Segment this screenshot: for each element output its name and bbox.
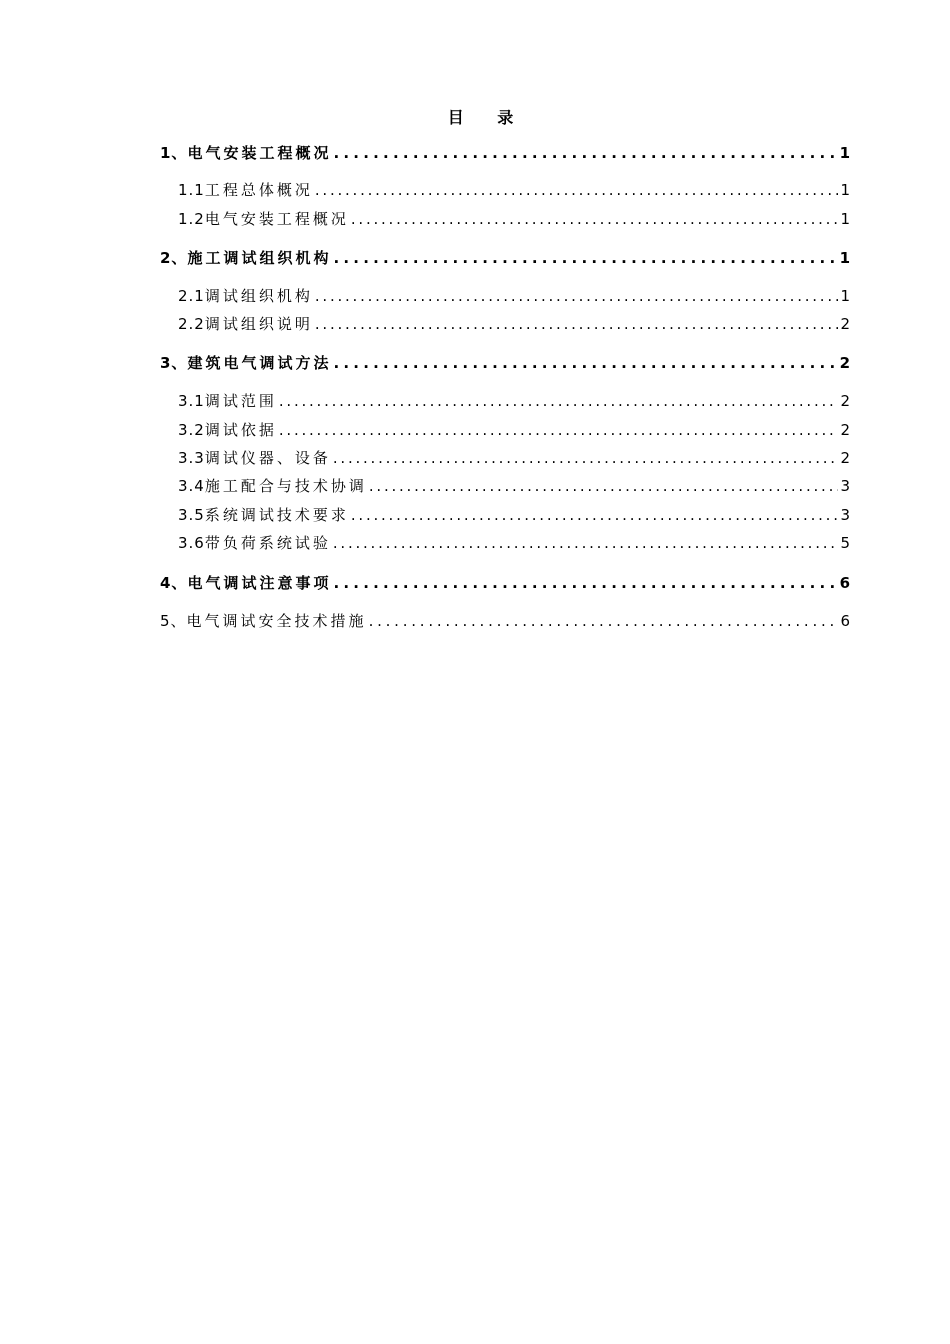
toc-leader-dots [369, 473, 838, 499]
toc-entry-page: 3 [840, 477, 850, 495]
toc-leader-dots [333, 245, 837, 271]
toc-leader-dots [333, 570, 837, 596]
toc-entry-5[interactable] [160, 608, 850, 634]
toc-entry-text: 电气安装工程概况 [187, 144, 332, 162]
toc-leader-dots [333, 530, 838, 556]
toc-entry-number: 2.1 [178, 287, 205, 305]
toc-entry-number: 3.2 [178, 421, 205, 439]
toc-entry-text: 系统调试技术要求 [204, 506, 349, 524]
toc-entry-page: 1 [840, 210, 850, 228]
toc-entry-number: 3.1 [178, 392, 205, 410]
toc-entry-3-1[interactable] [160, 388, 850, 414]
toc-entry-page: 6 [840, 612, 850, 630]
toc-leader-dots [279, 388, 838, 414]
toc-entry-3-6[interactable] [160, 530, 850, 556]
toc-entry-1-2[interactable] [160, 206, 850, 232]
toc-entry-number: 1.1 [178, 181, 205, 199]
toc-entry-number: 3.3 [178, 449, 205, 467]
toc-entry-number: 3.5 [178, 506, 205, 524]
toc-entry-text: 施工配合与技术协调 [204, 477, 367, 495]
toc-entry-number: 1.2 [178, 210, 205, 228]
toc-entry-text: 电气调试注意事项 [187, 574, 332, 592]
toc-entry-number: 3、 [160, 354, 188, 372]
toc-entry-text: 施工调试组织机构 [187, 249, 332, 267]
toc-entry-text: 调试组织说明 [204, 315, 313, 333]
toc-entry-text: 调试依据 [204, 421, 277, 439]
toc-leader-dots [279, 417, 838, 443]
toc-entry-3-2[interactable] [160, 417, 850, 443]
toc-entry-page: 2 [839, 354, 850, 372]
toc-leader-dots [351, 206, 838, 232]
toc-entry-1-1[interactable] [160, 177, 850, 203]
toc-entry-number: 3.6 [178, 534, 205, 552]
toc-entry-1[interactable] [160, 140, 850, 166]
toc-entry-number: 1、 [160, 144, 188, 162]
toc-leader-dots [333, 445, 838, 471]
toc-entry-3[interactable] [160, 350, 850, 376]
toc-leader-dots [333, 140, 837, 166]
toc-entry-2[interactable] [160, 245, 850, 271]
toc-entry-text: 带负荷系统试验 [204, 534, 331, 552]
toc-leader-dots [315, 311, 838, 337]
toc-leader-dots [333, 350, 837, 376]
toc-entry-2-1[interactable] [160, 283, 850, 309]
toc-title: 目 录 [447, 108, 528, 127]
toc-entry-text: 工程总体概况 [204, 181, 313, 199]
toc-entry-2-2[interactable] [160, 311, 850, 337]
toc-entry-number: 4、 [160, 574, 188, 592]
toc-leader-dots [369, 608, 838, 634]
toc-entry-3-4[interactable] [160, 473, 850, 499]
toc-entry-number: 3.4 [178, 477, 205, 495]
toc-entry-number: 5、 [160, 612, 187, 630]
toc-entry-number: 2、 [160, 249, 188, 267]
toc-entry-text: 电气调试安全技术措施 [186, 612, 367, 630]
toc-entry-page: 1 [840, 287, 850, 305]
toc-entry-page: 2 [840, 392, 850, 410]
toc-entry-3-5[interactable] [160, 502, 850, 528]
toc-entry-4[interactable] [160, 570, 850, 596]
toc-leader-dots [315, 283, 838, 309]
toc-entry-number: 2.2 [178, 315, 205, 333]
toc-entry-page: 2 [840, 449, 850, 467]
toc-entry-page: 1 [840, 181, 850, 199]
toc-leader-dots [351, 502, 838, 528]
toc-entry-text: 调试仪器、设备 [204, 449, 331, 467]
toc-entry-3-3[interactable] [160, 445, 850, 471]
toc-entry-text: 调试组织机构 [204, 287, 313, 305]
toc-entry-page: 1 [839, 144, 850, 162]
toc-entry-page: 5 [840, 534, 850, 552]
toc-leader-dots [315, 177, 838, 203]
toc-entry-text: 建筑电气调试方法 [187, 354, 332, 372]
toc-entry-page: 2 [840, 421, 850, 439]
toc-entry-text: 调试范围 [204, 392, 277, 410]
toc-entry-page: 1 [839, 249, 850, 267]
toc-entry-page: 6 [839, 574, 850, 592]
toc-entry-text: 电气安装工程概况 [204, 210, 349, 228]
toc-entry-page: 2 [840, 315, 850, 333]
toc-entry-page: 3 [840, 506, 850, 524]
